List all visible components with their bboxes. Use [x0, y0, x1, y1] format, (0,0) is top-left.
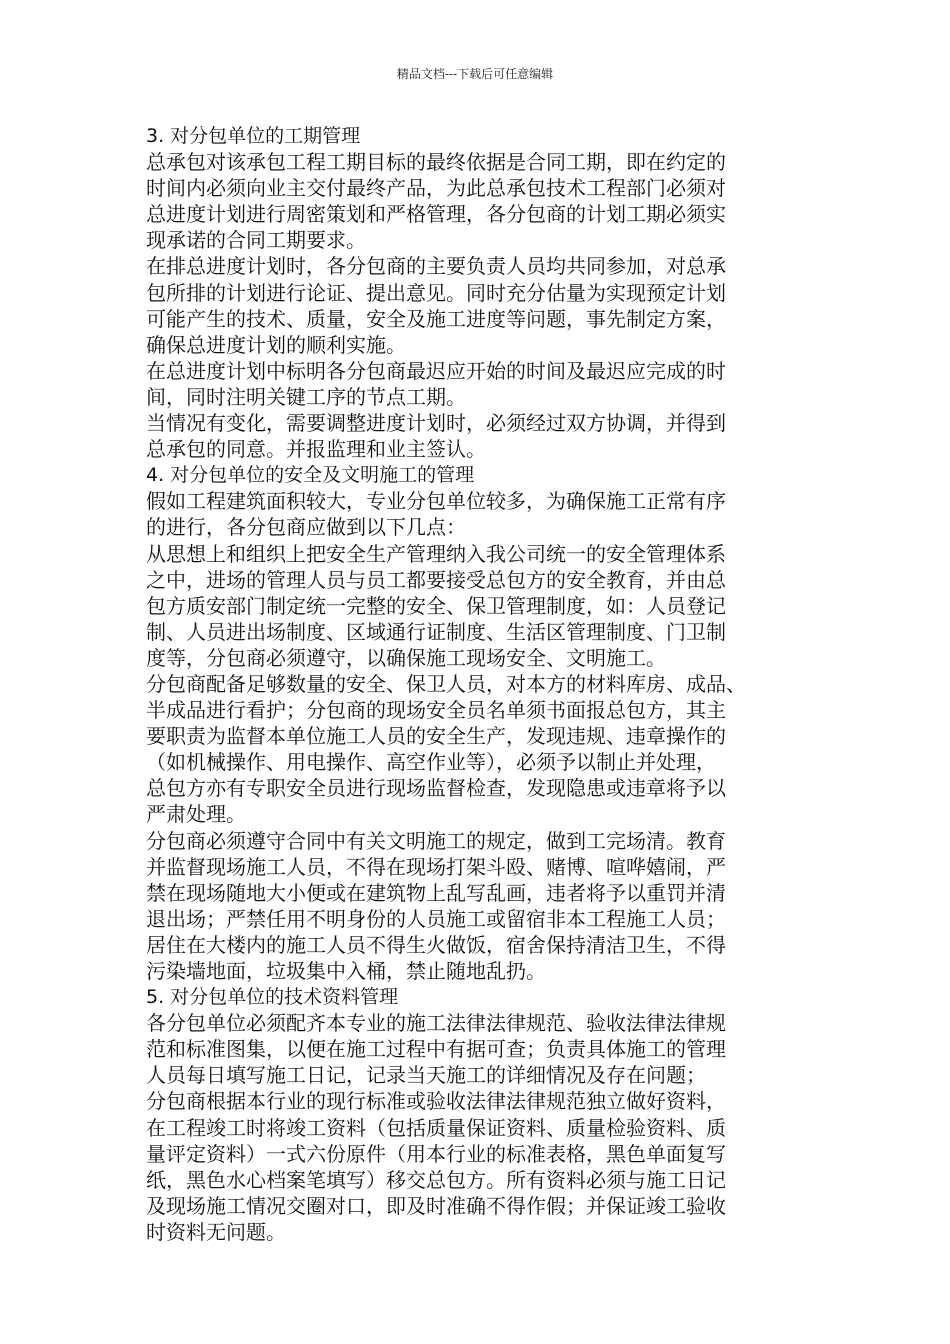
text-line: 总承包对该承包工程工期目标的最终依据是合同工期，即在约定的: [146, 150, 726, 175]
text-line: 时资料无问题。: [146, 1219, 286, 1244]
text-line: 包方质安部门制定统一完整的安全、保卫管理制度，如：人员登记: [146, 593, 726, 618]
text-line: 严肃处理。: [146, 802, 246, 827]
text-line: 确保总进度计划的顺利实施。: [146, 332, 406, 357]
text-line: 之中，进场的管理人员与员工都要接受总包方的安全教育，并由总: [146, 567, 726, 592]
text-line: （如机械操作、用电操作、高空作业等），必须予以制止并处理，: [146, 750, 716, 775]
text-line: 污染墙地面，垃圾集中入桶，禁止随地乱扔。: [146, 959, 546, 983]
text-line: 分包商根据本行业的现行标准或验收法律法律规范独立做好资料，: [146, 1089, 726, 1114]
text-line: 可能产生的技术、质量，安全及施工进度等问题，事先制定方案，: [146, 306, 726, 331]
text-line: 居住在大楼内的施工人员不得生火做饭，宿舍保持清洁卫生，不得: [146, 932, 726, 957]
text-line: 在排总进度计划时，各分包商的主要负责人员均共同参加，对总承: [146, 254, 726, 279]
text-line: 的进行，各分包商应做到以下几点：: [146, 515, 466, 540]
text-line: 人员每日填写施工日记，记录当天施工的详细情况及存在问题；: [146, 1063, 706, 1088]
text-line: 当情况有变化，需要调整进度计划时，必须经过双方协调，并得到: [146, 411, 726, 436]
text-line: 总承包的同意。并报监理和业主签认。: [146, 437, 486, 462]
text-line: 并监督现场施工人员，不得在现场打架斗殴、赌博、喧哗嬉闹，严: [146, 854, 726, 879]
text-line: 总包方亦有专职安全员进行现场监督检查，发现隐患或违章将予以: [146, 776, 726, 801]
text-line: 退出场；严禁任用不明身份的人员施工或留宿非本工程施工人员；: [146, 906, 726, 931]
text-line: 及现场施工情况交圈对口，即及时准确不得作假；并保证竣工验收: [146, 1193, 726, 1218]
document-body: [146, 123, 811, 1245]
text-line: 假如工程建筑面积较大，专业分包单位较多，为确保施工正常有序: [146, 489, 726, 514]
text-line: 从思想上和组织上把安全生产管理纳入我公司统一的安全管理体系: [146, 541, 726, 566]
text-line: 度等，分包商必须遵守，以确保施工现场安全、文明施工。: [146, 645, 666, 670]
text-line: 现承诺的合同工期要求。: [146, 228, 366, 253]
section-heading-safety: 4. 对分包单位的安全及文明施工的管理: [146, 464, 475, 487]
text-line: 禁在现场随地大小便或在建筑物上乱写乱画，违者将予以重罚并清: [146, 880, 726, 905]
page-header: 精品文档---下载后可任意编辑: [396, 67, 554, 81]
section-heading-technical-docs: 5. 对分包单位的技术资料管理: [146, 986, 399, 1009]
text-line: 总进度计划进行周密策划和严格管理，各分包商的计划工期必须实: [146, 202, 726, 227]
text-line: 要职责为监督本单位施工人员的安全生产，发现违规、违章操作的: [146, 724, 726, 749]
section-heading-schedule: 3. 对分包单位的工期管理: [146, 125, 361, 147]
text-line: 包所排的计划进行论证、提出意见。同时充分估量为实现预定计划: [146, 280, 726, 305]
text-line: 制、人员进出场制度、区域通行证制度、生活区管理制度、门卫制: [146, 619, 726, 644]
text-line: 分包商配备足够数量的安全、保卫人员，对本方的材料库房、成品、: [146, 671, 746, 696]
text-line: 量评定资料）一式六份原件（用本行业的标准表格，黑色单面复写: [146, 1141, 726, 1166]
text-line: 在工程竣工时将竣工资料（包括质量保证资料、质量检验资料、质: [146, 1115, 726, 1140]
text-line: 时间内必须向业主交付最终产品，为此总承包技术工程部门必须对: [146, 176, 726, 201]
text-line: 在总进度计划中标明各分包商最迟应开始的时间及最迟应完成的时: [146, 358, 726, 383]
text-line: 半成品进行看护；分包商的现场安全员名单须书面报总包方，其主: [146, 698, 726, 723]
text-line: 纸，黑色水心档案笔填写）移交总包方。所有资料必须与施工日记: [146, 1167, 726, 1192]
text-line: 各分包单位必须配齐本专业的施工法律法律规范、验收法律法律规: [146, 1011, 726, 1036]
text-line: 间，同时注明关键工序的节点工期。: [146, 384, 466, 409]
text-line: 范和标准图集，以便在施工过程中有据可查；负责具体施工的管理: [146, 1037, 726, 1062]
text-line: 分包商必须遵守合同中有关文明施工的规定，做到工完场清。教育: [146, 828, 726, 853]
